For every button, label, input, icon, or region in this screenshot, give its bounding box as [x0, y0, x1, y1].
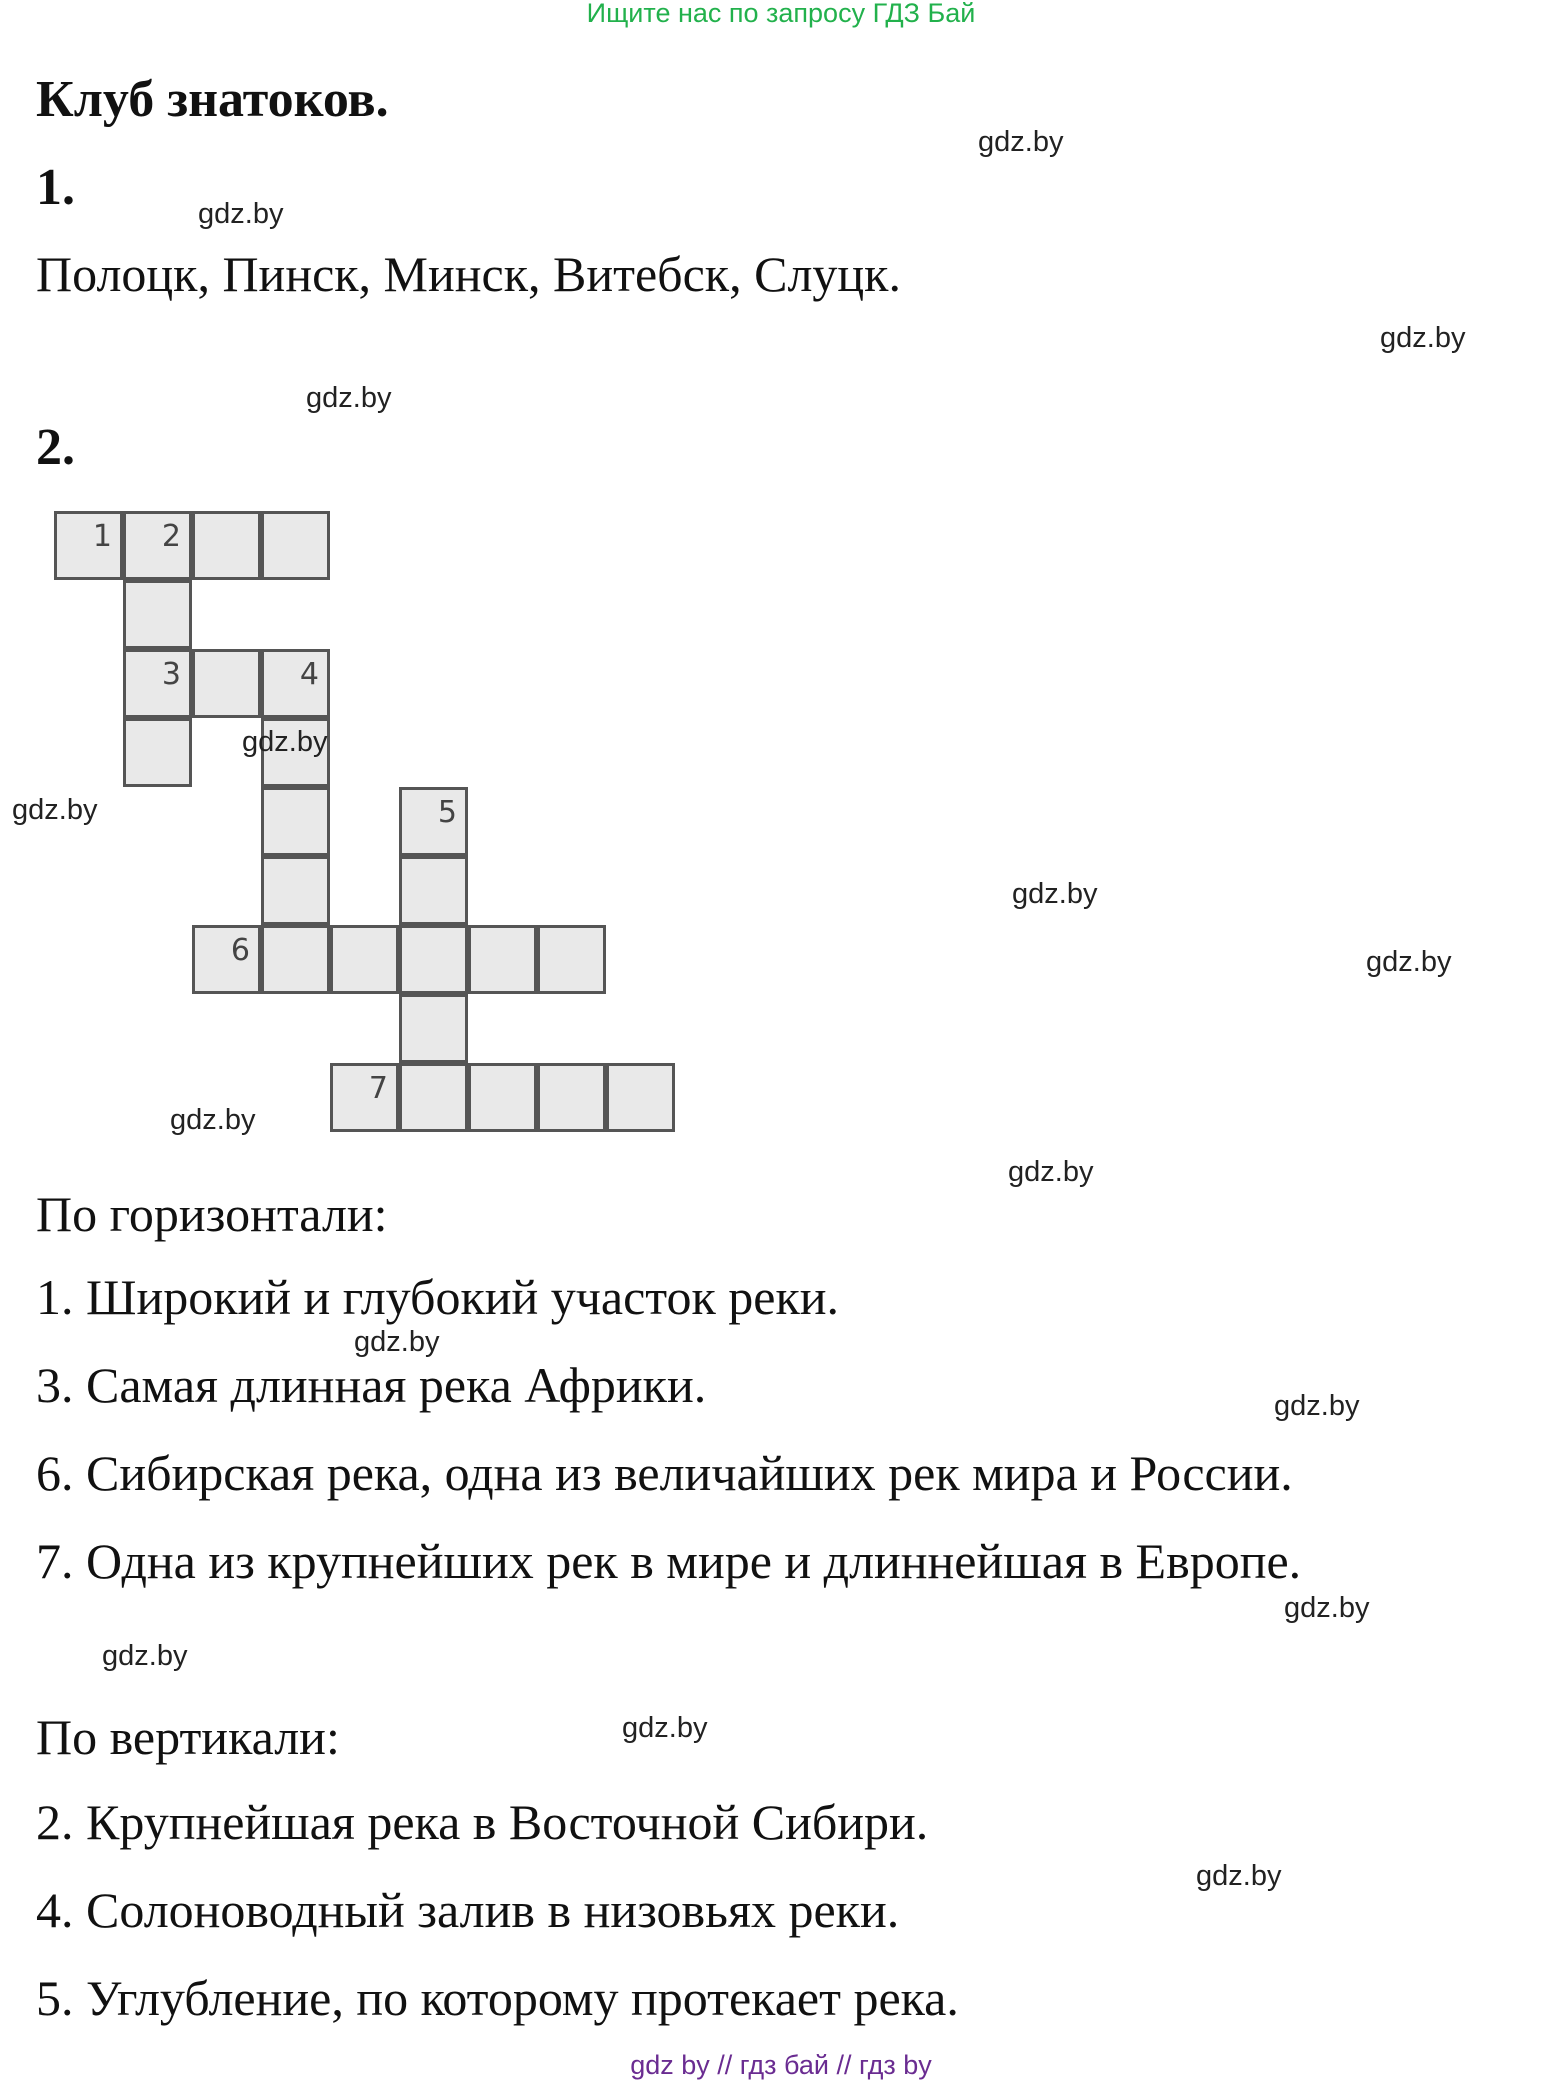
down-clue-4: 4. Солоноводный залив в низовьях реки. — [36, 1882, 900, 1938]
crossword-cell — [54, 511, 123, 580]
watermark: gdz.by — [1196, 1860, 1282, 1892]
down-clue-2: 2. Крупнейшая река в Восточной Сибири. — [36, 1794, 929, 1850]
watermark: gdz.by — [1012, 878, 1098, 910]
watermark: gdz.by — [242, 726, 328, 758]
crossword-cell — [192, 649, 261, 718]
crossword-cell — [399, 787, 468, 856]
watermark: gdz.by — [170, 1104, 256, 1136]
crossword-cell — [123, 511, 192, 580]
watermark: gdz.by — [1284, 1592, 1370, 1624]
crossword-cell — [123, 580, 192, 649]
crossword-clue-number: 1 — [92, 519, 112, 554]
across-clue-1: 1. Широкий и глубокий участок реки. — [36, 1269, 840, 1325]
crossword-clue-number: 4 — [299, 657, 319, 692]
watermark: gdz.by — [978, 126, 1064, 158]
watermark: gdz.by — [1366, 946, 1452, 978]
crossword-cell — [468, 1063, 537, 1132]
crossword-cell — [537, 925, 606, 994]
down-clue-5: 5. Углубление, по которому протекает река. — [36, 1970, 959, 2026]
crossword-clue-number: 3 — [161, 657, 181, 692]
top-banner: Ищите нас по запросу ГДЗ Бай — [586, 0, 976, 28]
watermark: gdz.by — [12, 794, 98, 826]
watermark: gdz.by — [354, 1326, 440, 1358]
across-clue-7: 7. Одна из крупнейших рек в мире и длиннейшая в Европе. — [36, 1533, 1302, 1589]
crossword-cell — [123, 718, 192, 787]
crossword-clue-number: 5 — [437, 795, 457, 830]
crossword-cell — [261, 787, 330, 856]
crossword-cell — [261, 649, 330, 718]
crossword-clue-number: 7 — [368, 1071, 388, 1106]
watermark: gdz.by — [1274, 1390, 1360, 1422]
across-clue-6: 6. Сибирская река, одна из величайших рек мира и России. — [36, 1445, 1293, 1501]
watermark: gdz.by — [1008, 1156, 1094, 1188]
crossword-cell — [192, 925, 261, 994]
crossword-clue-number: 2 — [161, 519, 181, 554]
watermark: gdz.by — [622, 1712, 708, 1744]
crossword-cell — [468, 925, 537, 994]
crossword-cell — [192, 511, 261, 580]
crossword-cell — [261, 511, 330, 580]
across-heading: По горизонтали: — [36, 1186, 388, 1242]
crossword-cell — [261, 856, 330, 925]
watermark: gdz.by — [102, 1640, 188, 1672]
task-1-number: 1. — [36, 159, 75, 216]
task-1-answer: Полоцк, Пинск, Минск, Витебск, Слуцк. — [36, 246, 901, 302]
watermark: gdz.by — [1380, 322, 1466, 354]
task-2-number: 2. — [36, 419, 75, 476]
crossword-cell — [399, 925, 468, 994]
crossword-cell — [330, 1063, 399, 1132]
crossword-cell — [399, 856, 468, 925]
crossword-cell — [606, 1063, 675, 1132]
crossword-cell — [399, 994, 468, 1063]
watermark: gdz.by — [198, 198, 284, 230]
crossword-clue-number: 6 — [230, 933, 250, 968]
across-clue-3: 3. Самая длинная река Африки. — [36, 1357, 707, 1413]
crossword-cell — [261, 925, 330, 994]
crossword-cell — [123, 649, 192, 718]
footer-links: gdz by // гдз бай // гдз by — [630, 2050, 932, 2080]
watermark: gdz.by — [306, 382, 392, 414]
crossword-cell — [330, 925, 399, 994]
crossword-cell — [399, 1063, 468, 1132]
crossword-cell — [537, 1063, 606, 1132]
down-heading: По вертикали: — [36, 1709, 340, 1765]
page-title: Клуб знатоков. — [36, 71, 389, 128]
